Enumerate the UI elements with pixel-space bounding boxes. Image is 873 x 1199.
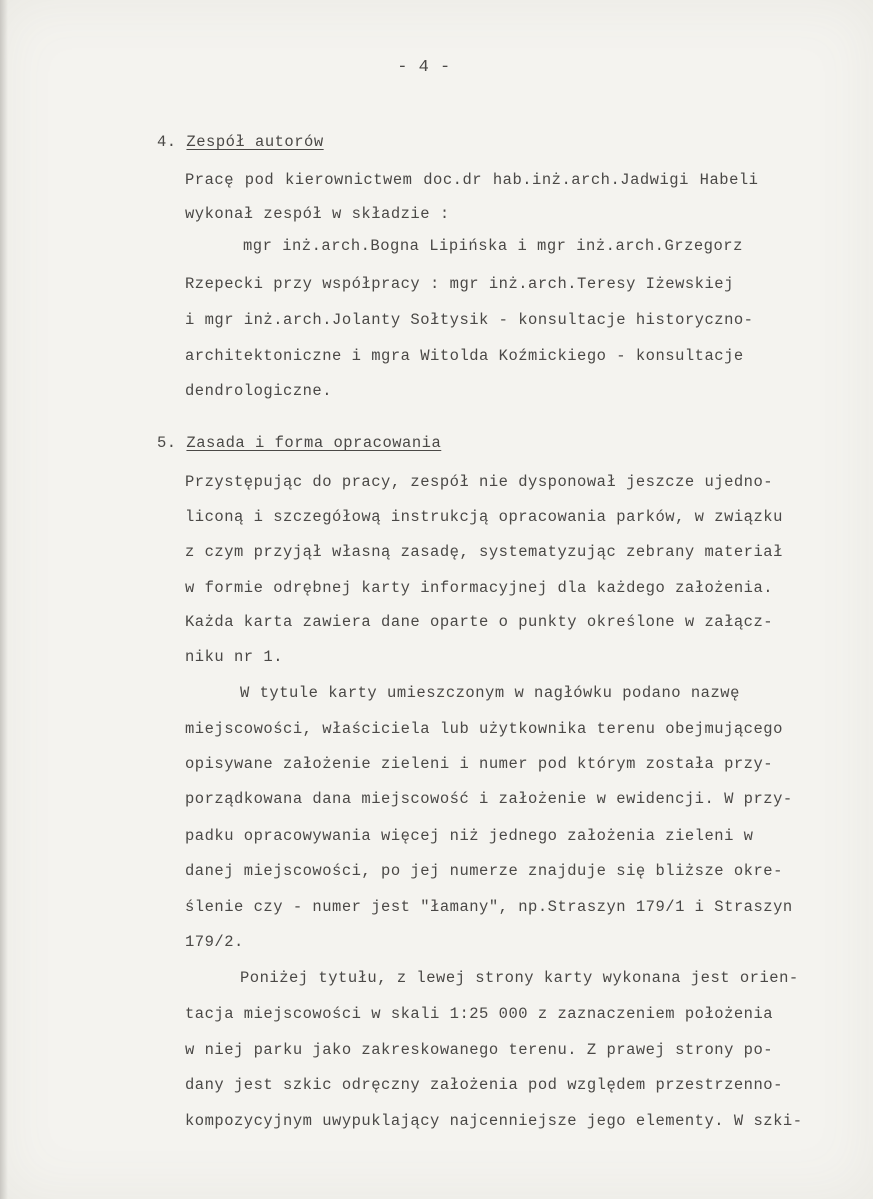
scan-edge-shadow <box>0 0 8 1199</box>
section-4-line-3: mgr inż.arch.Bogna Lipińska i mgr inż.arch.Grzegorz <box>243 237 743 255</box>
section-5-line-17: w niej parku jako zakreskowanego terenu. Z prawej strony po- <box>185 1041 774 1059</box>
section-5-line-12: danej miejscowości, po jej numerze znajduje się bliższe okre- <box>185 862 783 880</box>
section-5-line-1: Przystępując do pracy, zespół nie dysponował jeszcze ujedno- <box>185 473 774 491</box>
section-4-line-5: i mgr inż.arch.Jolanty Sołtysik - konsultacje historyczno- <box>185 311 754 329</box>
section-5-line-16: tacja miejscowości w skali 1:25 000 z zaznaczeniem położenia <box>185 1005 774 1023</box>
section-5-number: 5. <box>157 434 177 452</box>
section-5-line-19: kompozycyjnym uwypuklający najcenniejsze jego elementy. W szki- <box>185 1112 803 1130</box>
section-5-line-13: ślenie czy - numer jest "łamany", np.Straszyn 179/1 i Straszyn <box>185 898 793 916</box>
section-4-line-1: Pracę pod kierownictwem doc.dr hab.inż.arch.Jadwigi Habeli <box>185 171 759 189</box>
section-5-line-8: miejscowości, właściciela lub użytkownika terenu obejmującego <box>185 720 783 738</box>
section-4-line-2: wykonał zespół w składzie : <box>185 205 450 223</box>
section-5-line-5: Każda karta zawiera dane oparte o punkty określone w załącz- <box>185 613 774 631</box>
section-4-number: 4. <box>157 133 177 151</box>
section-5-line-14: 179/2. <box>185 933 244 951</box>
section-5-line-9: opisywane założenie zieleni i numer pod którym została przy- <box>185 755 774 773</box>
section-5-heading <box>157 433 441 453</box>
section-5-line-7: W tytule karty umieszczonym w nagłówku podano nazwę <box>240 684 740 702</box>
section-5-line-11: padku opracowywania więcej niż jednego założenia zieleni w <box>185 827 754 845</box>
page-number: - 4 - <box>397 58 451 77</box>
section-4-line-7: dendrologiczne. <box>185 382 333 400</box>
section-4-line-6: architektoniczne i mgra Witolda Koźmickiego - konsultacje <box>185 347 744 365</box>
section-5-line-6: niku nr 1. <box>185 648 284 666</box>
section-5-line-10: porządkowana dana miejscowość i założenie w ewidencji. W przy- <box>185 790 793 808</box>
section-5-line-15: Poniżej tytułu, z lewej strony karty wykonana jest orien- <box>240 969 799 987</box>
section-4-line-4: Rzepecki przy współpracy : mgr inż.arch.Teresy Iżewskiej <box>185 275 734 293</box>
section-5-line-4: w formie odrębnej karty informacyjnej dla każdego założenia. <box>185 579 774 597</box>
section-5-title: Zasada i forma opracowania <box>186 434 442 452</box>
section-4-title: Zespół autorów <box>186 133 324 151</box>
section-5-line-2: liconą i szczegółową instrukcją opracowania parków, w związku <box>185 508 783 526</box>
section-5-line-3: z czym przyjął własną zasadę, systematyzując zebrany materiał <box>185 543 783 561</box>
section-5-line-18: dany jest szkic odręczny założenia pod względem przestrzenno- <box>185 1076 783 1094</box>
section-4-heading <box>157 132 324 152</box>
